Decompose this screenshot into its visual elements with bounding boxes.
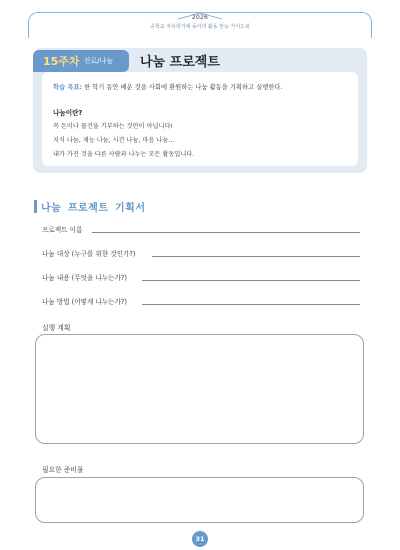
- learning-goal: [53, 82, 282, 91]
- week-category: 진로/나눔: [83, 57, 113, 65]
- planner-title: 나눔 프로젝트 기획서: [41, 203, 146, 214]
- plan-box[interactable]: [35, 334, 364, 444]
- desc-line: 내가 가진 것을 다른 사람과 나누는 모든 활동입니다.: [53, 151, 195, 158]
- field-label-project-name: 프로젝트 이름: [42, 226, 83, 234]
- field-line-target[interactable]: [152, 256, 360, 257]
- field-line-project-name[interactable]: [92, 232, 360, 233]
- week-number: 15주차: [43, 55, 80, 68]
- desc-line: 지식 나눔, 재능 나눔, 시간 나눔, 마음 나눔...: [53, 137, 175, 144]
- desc-line: 꼭 돈이나 물건을 기부하는 것만이 아닙니다!: [53, 123, 173, 130]
- plan-label: 실행 계획: [42, 324, 71, 332]
- header-title: 중학교 자유학기에 동아리 활동 만능 가이드북: [150, 24, 250, 30]
- header-year: 2026: [191, 14, 209, 21]
- title-accent-bar: [34, 200, 37, 213]
- what-is-sharing-title: 나눔이란?: [53, 109, 83, 117]
- field-line-method[interactable]: [142, 304, 360, 305]
- supplies-box[interactable]: [35, 477, 364, 523]
- field-line-content[interactable]: [142, 280, 360, 281]
- page-number: 31: [192, 531, 208, 547]
- week-topic: 나눔 프로젝트: [140, 55, 220, 70]
- goal-text: 한 학기 동안 배운 것을 사회에 환원하는 나눔 활동을 기획하고 실행한다.: [84, 84, 283, 91]
- field-label-content: 나눔 내용 (무엇을 나누는가?): [42, 274, 127, 282]
- goal-label: 학습 목표:: [53, 84, 83, 91]
- field-label-target: 나눔 대상 (누구를 위한 것인가?): [42, 250, 136, 258]
- field-label-method: 나눔 방법 (어떻게 나누는가?): [42, 298, 127, 306]
- supplies-label: 필요한 준비물: [42, 466, 84, 474]
- week-tab: [33, 50, 129, 72]
- week-content: [42, 72, 358, 166]
